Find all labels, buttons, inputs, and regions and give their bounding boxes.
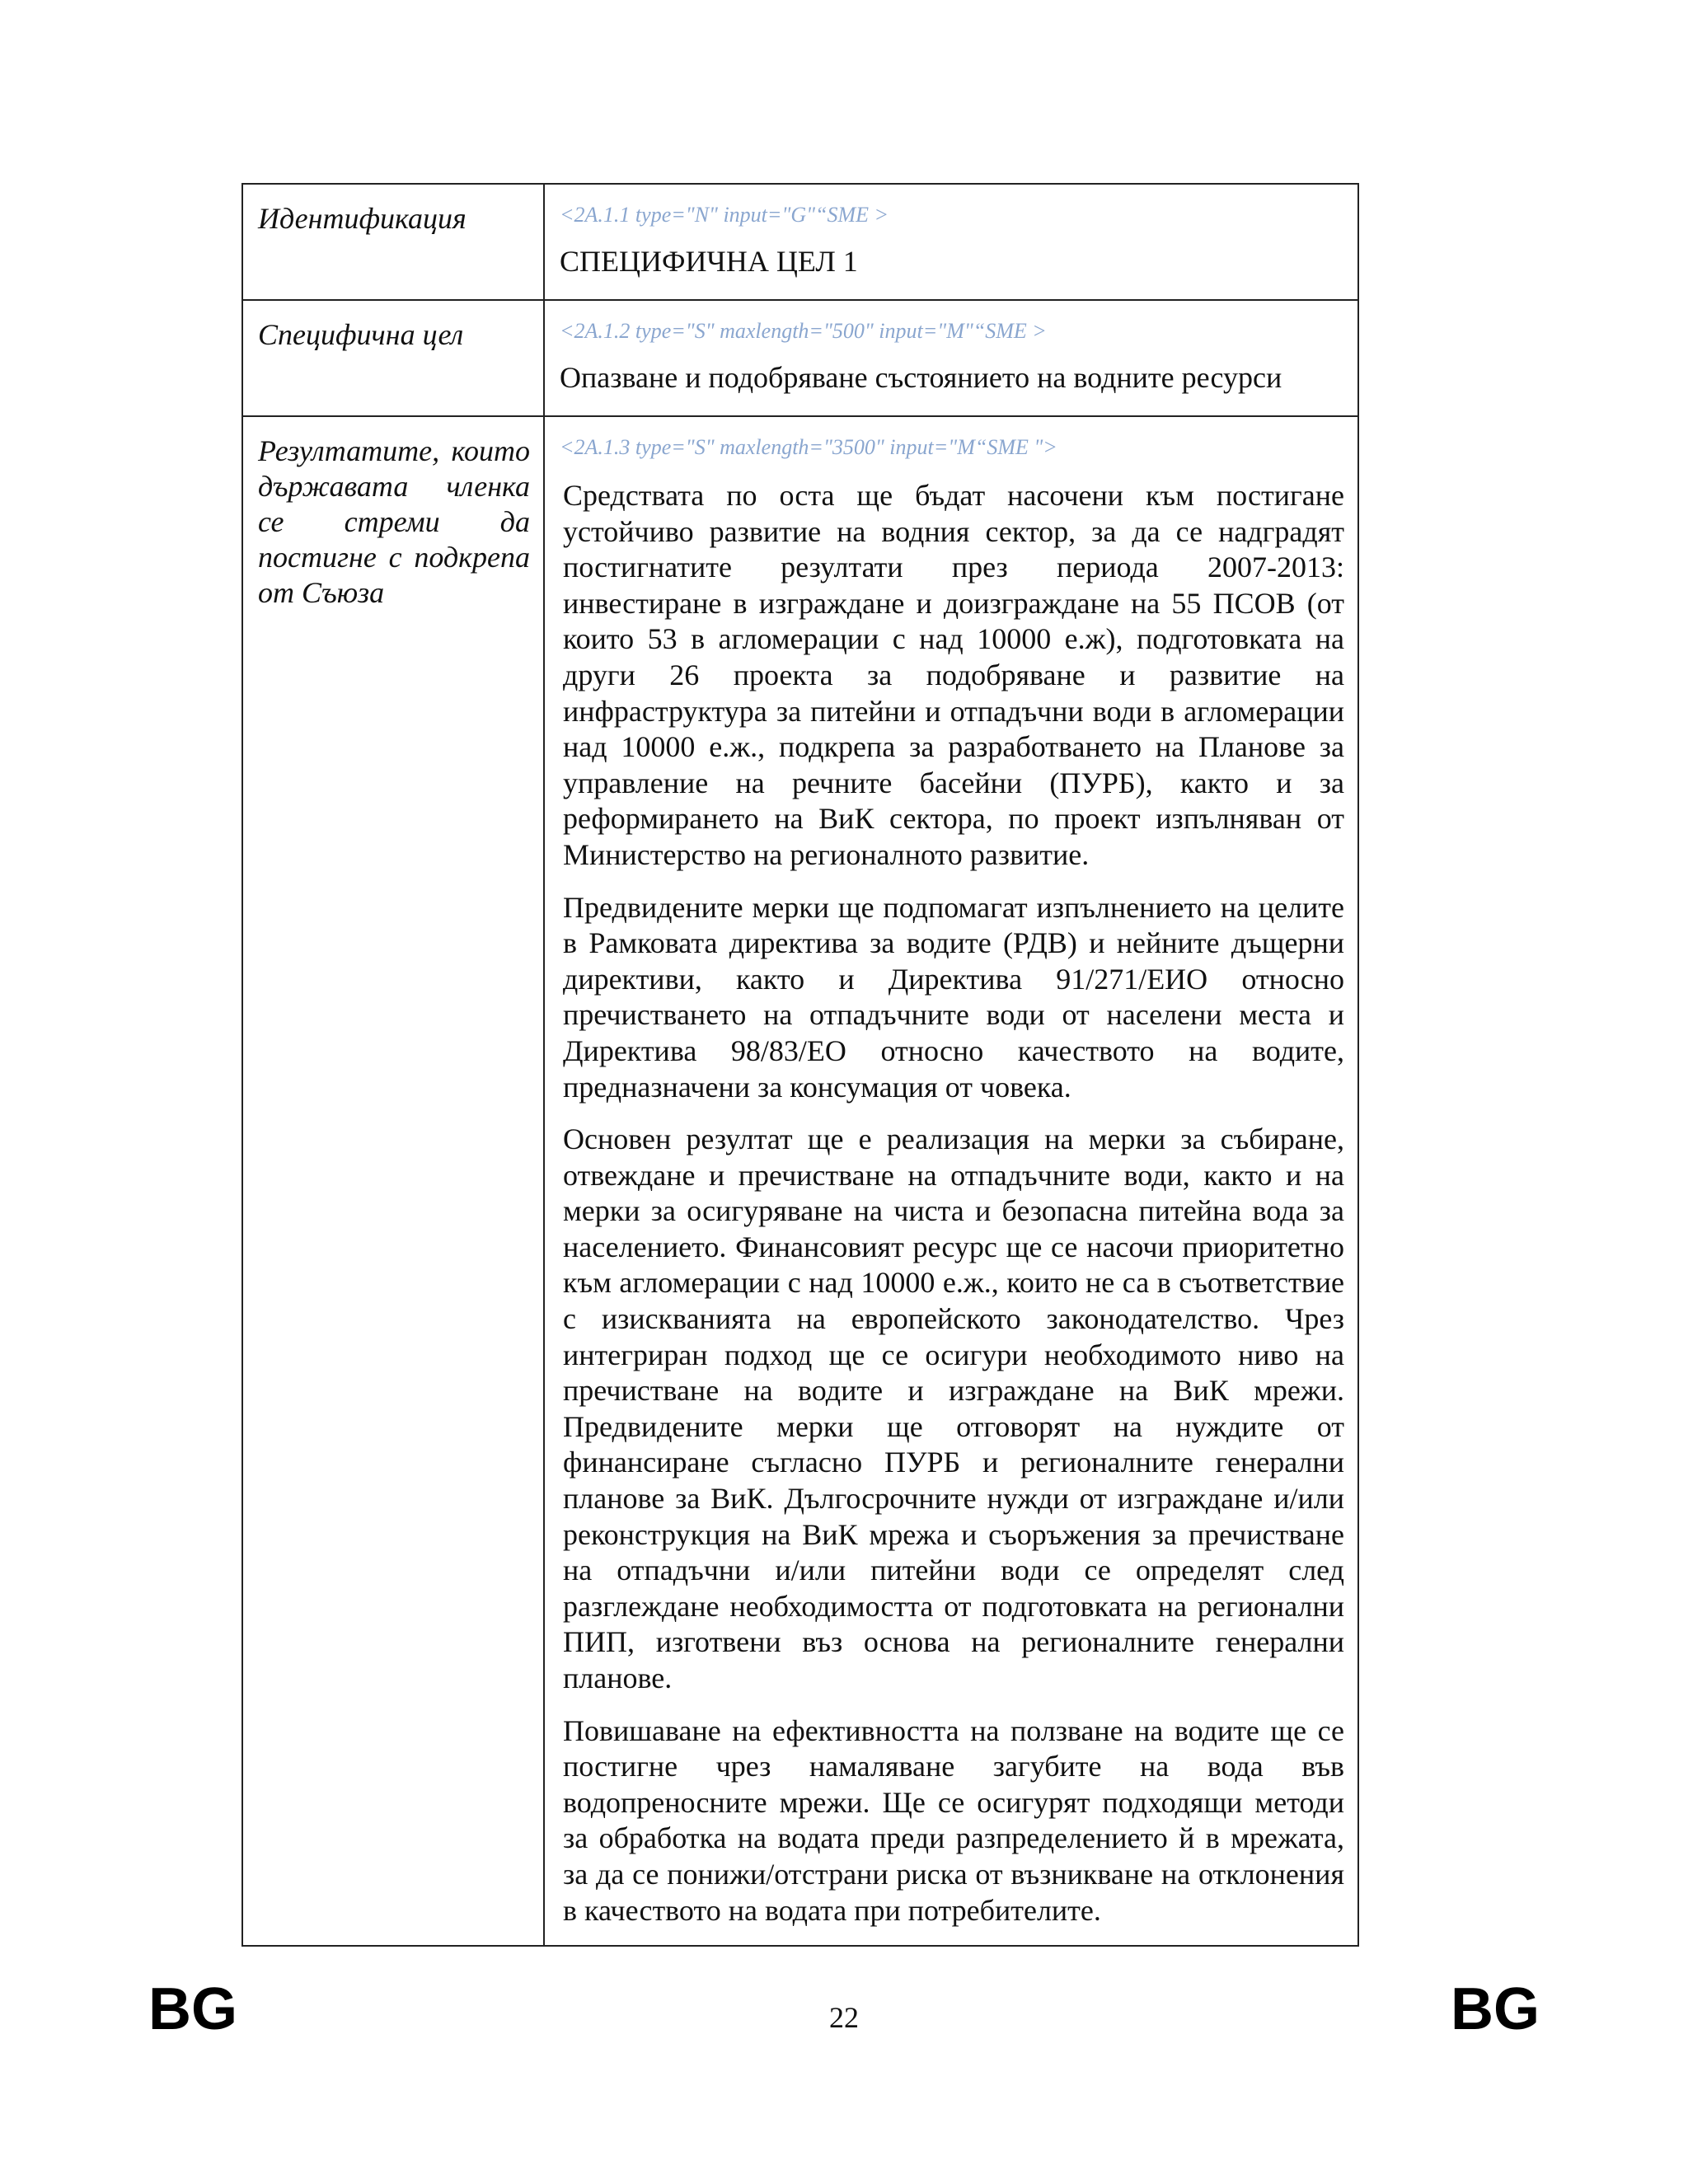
results-paragraph: Повишаване на ефективността на ползване на водите ще се постигне чрез намаляване загубите на вода във водопреносните мрежи. Ще се осигурят подходящи методи за обработка на водата преди разпределението й в мрежата, за да се понижи/отстрани риска от възникване на отклонения в качеството на водата при потребителите. [563,1713,1344,1927]
page-number: 22 [829,2001,859,2034]
field-tag: <2A.1.3 type="S" maxlength="3500" input="M“SME "> [560,435,1057,459]
row-content [544,184,1358,300]
field-tag: <2A.1.1 type="N" input="G"“SME > [560,203,889,227]
results-paragraph: Средствата по оста ще бъдат насочени към постигане устойчиво развитие на водния сектор, за да се надградят постигнатите резултати през периода 2007-2013: инвестиране в изграждане и доизграждане на 55 ПСОВ (от които 53 в агломерации с над 10000 е.ж), подготовката на други 26 проекта за подобряване и развитие на инфраструктура за питейни и отпадъчни води в агломерации над 10000 е.ж., подкрепа за разработването на Планове за управление на речните басейни (ПУРБ), както и за реформирането на ВиК сектора, по проект изпълняван от Министерство на регионалното развитие. [563,479,1344,871]
language-code-right: BG [1451,1976,1540,2042]
results-paragraph: Основен резултат ще е реализация на мерки за събиране, отвеждане и пречистване на отпадъчните води, както и на мерки за осигуряване на чиста и безопасна питейна вода за населението. Финансовият ресурс ще се насочи приоритетно към агломерации с над 10000 е.ж., които не са в съответствие с изискванията на европейското законодателство. Чрез интегриран подход ще се осигури необходимото ниво на пречистване на водите и изграждане на ВиК мрежи. Предвидените мерки ще отговорят на нуждите от финансиране съгласно ПУРБ и регионалните генерални планове за ВиК. Дългосрочните нужди от изграждане и/или реконструкция на ВиК мрежа и съоръжения за пречистване на отпадъчни и/или питейни води се определят след разглеждане необходимостта от подготовката на регионални ПИП, изготвени въз основа на регионалните генерални планове. [563,1122,1344,1694]
results-paragraph: Предвидените мерки ще подпомагат изпълнението на целите в Рамковата директива за водите (РДВ) и нейните дъщерни директиви, както и Директива 91/271/ЕИО относно пречистването на отпадъчните води от населени места и Директива 98/83/ЕО относно качеството на водите, предназначени за консумация от човека. [563,890,1344,1104]
field-value: СПЕЦИФИЧНА ЦЕЛ 1 [560,245,858,278]
field-tag: <2A.1.2 type="S" maxlength="500" input="M"“SME > [560,319,1047,343]
table-row-results [242,416,1358,1946]
field-value: Опазване и подобряване състоянието на водните ресурси [560,361,1282,394]
row-content [544,300,1358,416]
objective-table [241,183,1359,1947]
row-label: Идентификация [242,184,544,300]
row-label: Резултатите, които държавата членка се стреми да постигне с подкрепа от Съюза [242,416,544,1946]
table-row-identification [242,184,1358,300]
language-code-left: BG [148,1976,237,2042]
row-label: Специфична цел [242,300,544,416]
row-content [544,416,1358,1946]
table-row-specific-objective [242,300,1358,416]
